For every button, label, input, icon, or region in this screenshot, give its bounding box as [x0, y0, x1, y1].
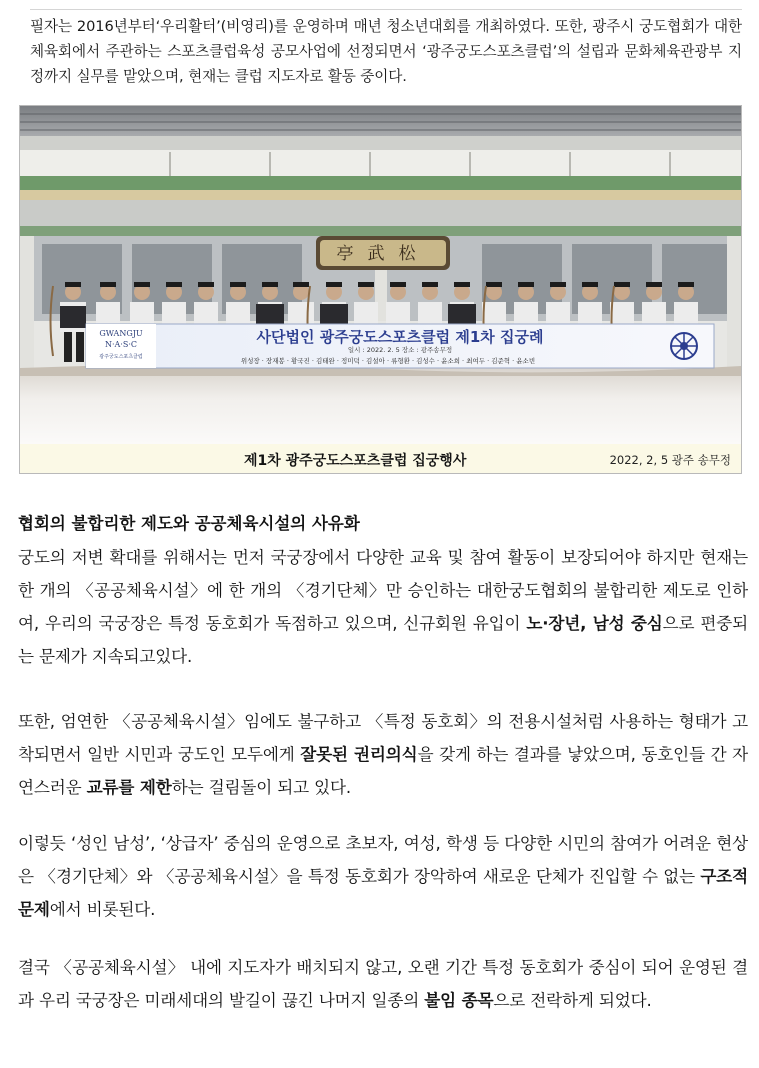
banner-logo-line3: 광주궁도스포츠클럽 — [99, 354, 143, 360]
intro-paragraph: 필자는 2016년부터‘우리활터’(비영리)를 운영하며 매년 청소년대회를 개최하였다. 또한, 광주시 궁도협회가 대한체육회에서 주관하는 스포츠클럽육성 공모사업에 선정되면서 ‘광주궁도스포츠클럽’의 설립과 문화체육관광부 지정까지 실무를 맡았으며, 현재는 클럽 지도자로 활동 중이다. — [30, 18, 742, 85]
photo-caption-bar — [20, 444, 741, 473]
paragraph-text: 을 갖게 하는 결과를 낳았으며, 동호인들 간 자연스러운 — [18, 745, 748, 797]
emphasis-text: 구조적 문제 — [18, 867, 748, 919]
banner-names: 위성장 · 장재봉 · 황국진 · 김태완 · 정미덕 · 김설아 · 류형환 · 김성수 · 윤소희 · 최여두 · 김준혁 · 윤소빈 — [240, 357, 536, 365]
banner-title: 사단법인 광주궁도스포츠클럽 제1차 집궁례 — [256, 328, 544, 346]
paragraph-text: 궁도의 저변 확대를 위해서는 먼저 국궁장에서 다양한 교육 및 참여 활동이 보장되어야 하지만 현재는 한 개의 〈공공체육시설〉에 한 개의 〈경기단체〉만 승인하는 대한궁도협회의 불합리한 제도로 인하여, 우리의 국궁장은 특정 동호회가 독점하고 있으며, 신규회원 유입이 — [18, 548, 748, 633]
paragraph-text: 결국 〈공공체육시설〉 내에 지도자가 배치되지 않고, 오랜 기간 특정 동호회가 중심이 되어 운영된 결과 우리 국궁장은 미래세대의 발길이 끊긴 나머지 일종의 — [18, 958, 748, 1010]
photo-caption-date: 2022, 2, 5 광주 송무정 — [609, 453, 731, 467]
emphasis-text: 노·장년, 남성 중심 — [526, 614, 663, 633]
paragraph-text: 으로 전락하게 되었다. — [493, 991, 652, 1010]
photo-caption-title: 제1차 광주궁도스포츠클럽 집궁행사 — [244, 453, 467, 469]
dharma-wheel-icon — [671, 333, 697, 359]
banner-info: 일시 : 2022. 2. 5 장소 : 광주송무정 — [347, 346, 453, 354]
body-paragraph-1 — [18, 541, 748, 673]
group-photo — [20, 106, 741, 444]
paragraph-text: 으로 편중되는 문제가 지속되고있다. — [18, 614, 748, 666]
emphasis-text: 잘못된 권리의식 — [300, 745, 418, 764]
photo-figure — [19, 105, 742, 474]
emphasis-text: 교류를 제한 — [86, 778, 172, 797]
event-banner — [86, 324, 714, 368]
body-paragraph-2 — [18, 705, 748, 804]
paragraph-text: 이렇듯 ‘성인 남성’, ‘상급자’ 중심의 운영으로 초보자, 여성, 학생 등 다양한 시민의 참여가 어려운 현상은 〈경기단체〉와 〈공공체육시설〉을 특정 동호회가 장악하여 새로운 단체가 진입할 수 없는 — [18, 834, 748, 886]
banner-logo-line2: N·A·S·C — [104, 340, 138, 349]
banner-logo-line1: GWANGJU — [99, 329, 143, 338]
paragraph-text: 하는 걸림돌이 되고 있다. — [171, 778, 351, 797]
paragraph-text: 에서 비롯된다. — [49, 900, 156, 919]
emphasis-text: 불임 종목 — [424, 991, 494, 1010]
hanging-sign-text: 亭武松 — [336, 244, 430, 264]
top-divider — [30, 9, 742, 10]
group-photo-illustration — [20, 106, 741, 444]
paragraph-text: 또한, 엄연한 〈공공체육시설〉임에도 불구하고 〈특정 동호회〉의 전용시설처럼 사용하는 형태가 고착되면서 일반 시민과 궁도인 모두에게 — [18, 712, 748, 764]
body-paragraph-3 — [18, 827, 748, 926]
body-paragraph-4 — [18, 951, 748, 1017]
section-heading: 협회의 불합리한 제도와 공공체육시설의 사유화 — [18, 514, 360, 533]
